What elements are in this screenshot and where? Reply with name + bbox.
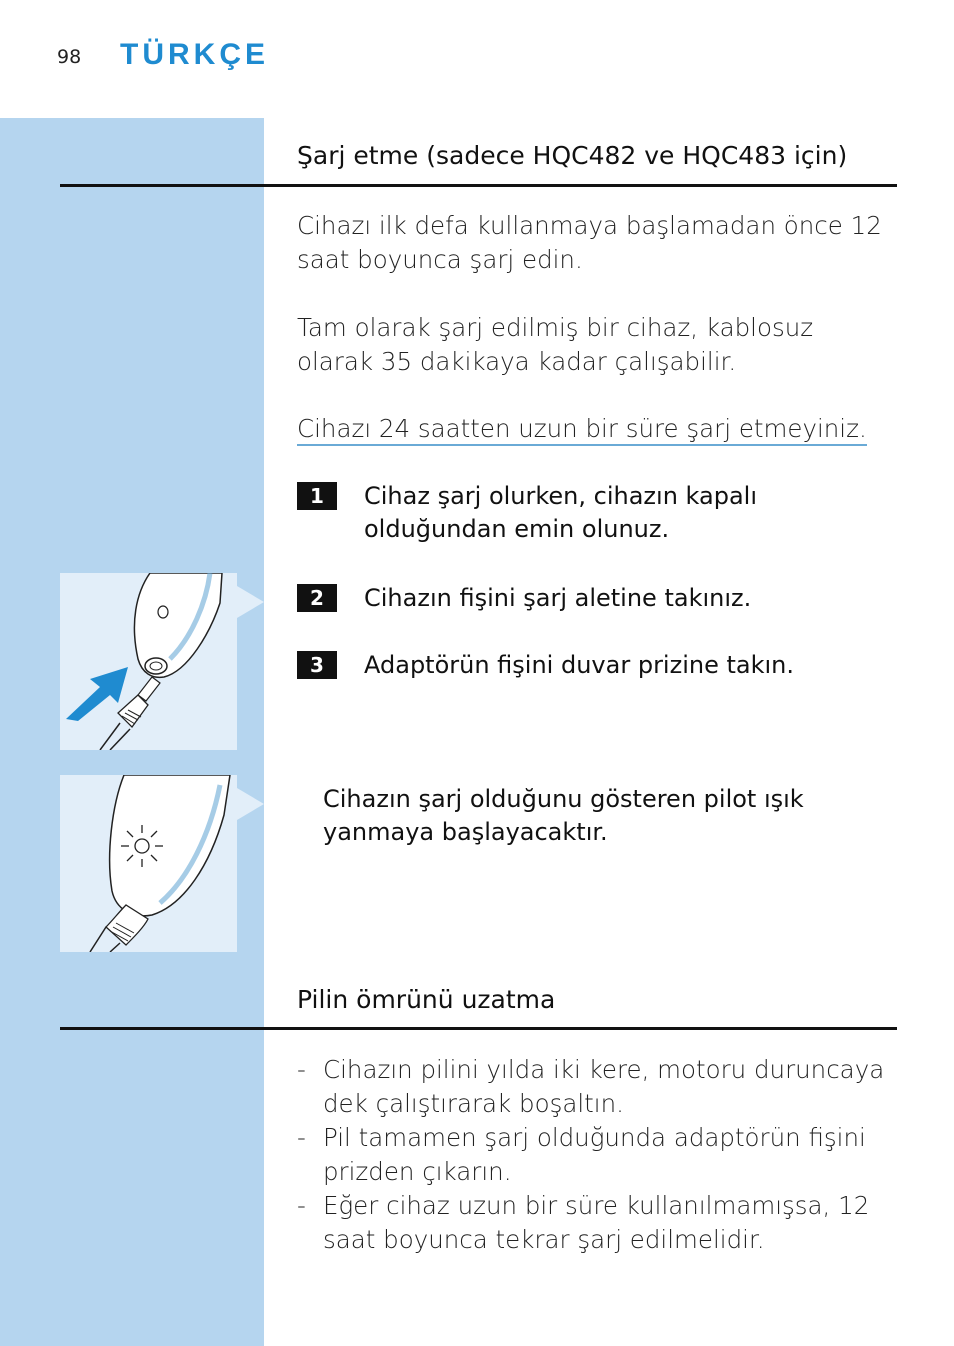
step-text: Adaptörün fişini duvar prizine takın.: [364, 651, 794, 679]
language-title: TÜRKÇE: [120, 38, 269, 71]
step-number: 2: [297, 584, 337, 612]
warning-text: Cihazı 24 saatten uzun bir süre şarj etmeyiniz.: [297, 414, 867, 446]
bullet-dash: -: [297, 1191, 306, 1220]
section-title-battery: Pilin ömrünü uzatma: [297, 985, 556, 1014]
step-text: [364, 480, 884, 546]
bullet-dash: -: [297, 1123, 306, 1152]
list-item: [297, 1121, 907, 1189]
warning-note: [297, 412, 887, 446]
section-title-charging: Şarj etme (sadece HQC482 ve HQC483 için): [297, 141, 848, 170]
appliance-plug-drawing: [60, 573, 237, 750]
illustration-pointer: [237, 586, 264, 618]
step-number: 3: [297, 651, 337, 679]
bullet-dash: -: [297, 1055, 306, 1084]
list-item-text: Eğer cihaz uzun bir süre kullanılmamışsa, 12 saat boyunca tekrar şarj edilmelidir.: [323, 1191, 870, 1254]
step-text: Cihazın fişini şarj aletine takınız.: [364, 584, 752, 612]
step-text-line: Cihaz şarj olurken, cihazın kapalı: [364, 482, 757, 510]
result-pilot-light: Cihazın şarj olduğunu gösteren pilot ışık yanmaya başlayacaktır.: [323, 785, 804, 846]
battery-tips-list: [297, 1053, 907, 1257]
list-item: [297, 1053, 907, 1121]
illustration-pointer: [237, 788, 264, 820]
list-item: [297, 1189, 907, 1257]
step-number: 1: [297, 482, 337, 510]
section-rule-battery: [60, 1027, 897, 1030]
plug-in-arrow-icon: [64, 665, 134, 721]
paragraph-cordless-runtime: Tam olarak şarj edilmiş bir cihaz, kablosuz olarak 35 dakikaya kadar çalışabilir.: [297, 313, 814, 376]
pilot-light-icon: [116, 823, 168, 869]
step-text-line: olduğundan emin olunuz.: [364, 515, 670, 543]
illustration-pilot-light: [60, 775, 237, 952]
section-rule-charging: [60, 184, 897, 187]
list-item-text: Cihazın pilini yılda iki kere, motoru duruncaya dek çalıştırarak boşaltın.: [323, 1055, 885, 1118]
illustration-plug-in: [60, 573, 237, 750]
paragraph-first-charge: Cihazı ilk defa kullanmaya başlamadan önce 12 saat boyunca şarj edin.: [297, 211, 882, 274]
list-item-text: Pil tamamen şarj olduğunda adaptörün fişini prizden çıkarın.: [323, 1123, 866, 1186]
page-number: 98: [57, 46, 82, 68]
